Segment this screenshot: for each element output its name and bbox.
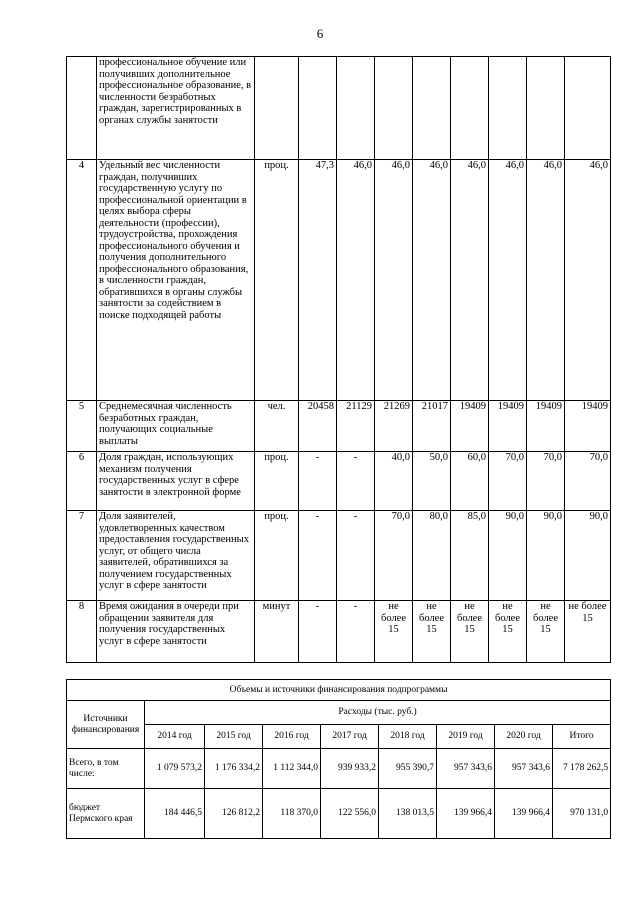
- indicator-value: 46,0: [451, 160, 489, 401]
- indicator-unit: чел.: [255, 401, 299, 452]
- indicator-value: 40,0: [375, 452, 413, 511]
- indicator-name: Среднемесячная численность безработных граждан, получающих социальные выплаты: [97, 401, 255, 452]
- indicator-value: -: [337, 511, 375, 601]
- indicator-value: 70,0: [489, 452, 527, 511]
- indicator-value: -: [299, 601, 337, 663]
- financing-source: бюджет Пермского края: [67, 789, 145, 839]
- indicator-number: 6: [67, 452, 97, 511]
- indicator-row: [67, 601, 611, 663]
- financing-value: 118 370,0: [263, 789, 321, 839]
- indicator-value: [299, 57, 337, 160]
- financing-value: 139 966,4: [437, 789, 495, 839]
- financing-value: 957 343,6: [437, 749, 495, 789]
- indicator-value: не более 15: [565, 601, 611, 663]
- indicator-value: 90,0: [527, 511, 565, 601]
- indicator-value: [565, 57, 611, 160]
- indicator-number: 5: [67, 401, 97, 452]
- financing-value: 955 390,7: [379, 749, 437, 789]
- financing-value: 126 812,2: [205, 789, 263, 839]
- indicator-value: 21129: [337, 401, 375, 452]
- indicator-value: 60,0: [451, 452, 489, 511]
- indicator-value: [451, 57, 489, 160]
- page-number: 6: [316, 26, 324, 41]
- indicator-row: [67, 452, 611, 511]
- indicator-number: 4: [67, 160, 97, 401]
- financing-value: 138 013,5: [379, 789, 437, 839]
- indicator-value: -: [299, 511, 337, 601]
- indicator-value: 20458: [299, 401, 337, 452]
- year-header: 2020 год: [495, 725, 553, 749]
- indicator-unit: проц.: [255, 452, 299, 511]
- financing-value: 1 112 344,0: [263, 749, 321, 789]
- year-header: 2018 год: [379, 725, 437, 749]
- financing-value: 1 079 573,2: [145, 749, 205, 789]
- indicator-name: Доля заявителей, удовлетворенных качеством предоставления государственных услуг, от общего числа заявителей, обратившихся за получением государственных услуг в сфере занятости: [97, 511, 255, 601]
- indicator-unit: минут: [255, 601, 299, 663]
- indicators-table: [66, 56, 611, 663]
- indicator-name: Удельный вес численности граждан, получивших государственную услугу по профессиональной ориентации в целях выбора сферы деятельности (профессии), трудоустройства, прохождения профессионального обучения и получения дополнительного профессионального образования, в численности граждан, обратившихся в органы службы занятости за содействием в поиске подходящей работы: [97, 160, 255, 401]
- financing-value: 939 933,2: [321, 749, 379, 789]
- indicator-row: [67, 57, 611, 160]
- indicator-unit: [255, 57, 299, 160]
- indicator-value: 46,0: [489, 160, 527, 401]
- indicator-number: [67, 57, 97, 160]
- source-header: Источники финансирования: [67, 701, 145, 749]
- indicator-value: 19409: [489, 401, 527, 452]
- indicator-row: [67, 401, 611, 452]
- indicator-row: [67, 160, 611, 401]
- financing-value: 957 343,6: [495, 749, 553, 789]
- financing-row: [67, 749, 611, 789]
- indicator-value: 50,0: [413, 452, 451, 511]
- indicator-value: не более 15: [527, 601, 565, 663]
- year-header: Итого: [553, 725, 611, 749]
- indicator-value: 46,0: [527, 160, 565, 401]
- indicator-value: 19409: [527, 401, 565, 452]
- indicator-value: 70,0: [527, 452, 565, 511]
- indicator-value: -: [337, 601, 375, 663]
- indicator-value: не более 15: [451, 601, 489, 663]
- indicator-value: 19409: [565, 401, 611, 452]
- indicator-value: [413, 57, 451, 160]
- indicator-value: не более 15: [489, 601, 527, 663]
- indicator-name: профессиональное обучение или получивших дополнительное профессиональное образование, в численности безработных граждан, зарегистрированных в органах службы занятости: [97, 57, 255, 160]
- financing-row: [67, 789, 611, 839]
- indicator-value: не более 15: [375, 601, 413, 663]
- indicator-unit: проц.: [255, 160, 299, 401]
- indicator-value: 21269: [375, 401, 413, 452]
- financing-source: Всего, в том числе:: [67, 749, 145, 789]
- financing-value: 122 556,0: [321, 789, 379, 839]
- year-header: 2016 год: [263, 725, 321, 749]
- indicator-value: 80,0: [413, 511, 451, 601]
- financing-value: 139 966,4: [495, 789, 553, 839]
- financing-title: Объемы и источники финансирования подпрограммы: [67, 680, 611, 701]
- year-header: 2014 год: [145, 725, 205, 749]
- indicator-value: 47,3: [299, 160, 337, 401]
- indicator-value: не более 15: [413, 601, 451, 663]
- indicator-value: 46,0: [565, 160, 611, 401]
- indicator-value: -: [299, 452, 337, 511]
- indicator-unit: проц.: [255, 511, 299, 601]
- year-header: 2017 год: [321, 725, 379, 749]
- indicator-value: 70,0: [375, 511, 413, 601]
- indicator-number: 7: [67, 511, 97, 601]
- financing-value: 7 178 262,5: [553, 749, 611, 789]
- indicator-value: 46,0: [375, 160, 413, 401]
- indicator-value: -: [337, 452, 375, 511]
- indicator-value: 90,0: [489, 511, 527, 601]
- indicator-row: [67, 511, 611, 601]
- financing-table: [66, 679, 611, 839]
- indicator-value: [527, 57, 565, 160]
- indicator-name: Доля граждан, использующих механизм получения государственных услуг в сфере занятости в электронной форме: [97, 452, 255, 511]
- year-header: 2015 год: [205, 725, 263, 749]
- indicator-value: 90,0: [565, 511, 611, 601]
- indicator-value: [337, 57, 375, 160]
- indicator-value: 46,0: [337, 160, 375, 401]
- indicator-value: [489, 57, 527, 160]
- indicator-value: 70,0: [565, 452, 611, 511]
- indicator-value: 85,0: [451, 511, 489, 601]
- indicator-value: 19409: [451, 401, 489, 452]
- expenses-header: Расходы (тыс. руб.): [145, 701, 611, 725]
- indicator-value: 21017: [413, 401, 451, 452]
- indicator-value: 46,0: [413, 160, 451, 401]
- indicator-number: 8: [67, 601, 97, 663]
- financing-value: 970 131,0: [553, 789, 611, 839]
- indicator-value: [375, 57, 413, 160]
- financing-value: 1 176 334,2: [205, 749, 263, 789]
- year-header: 2019 год: [437, 725, 495, 749]
- financing-value: 184 446,5: [145, 789, 205, 839]
- indicator-name: Время ожидания в очереди при обращении заявителя для получения государственных услуг в сфере занятости: [97, 601, 255, 663]
